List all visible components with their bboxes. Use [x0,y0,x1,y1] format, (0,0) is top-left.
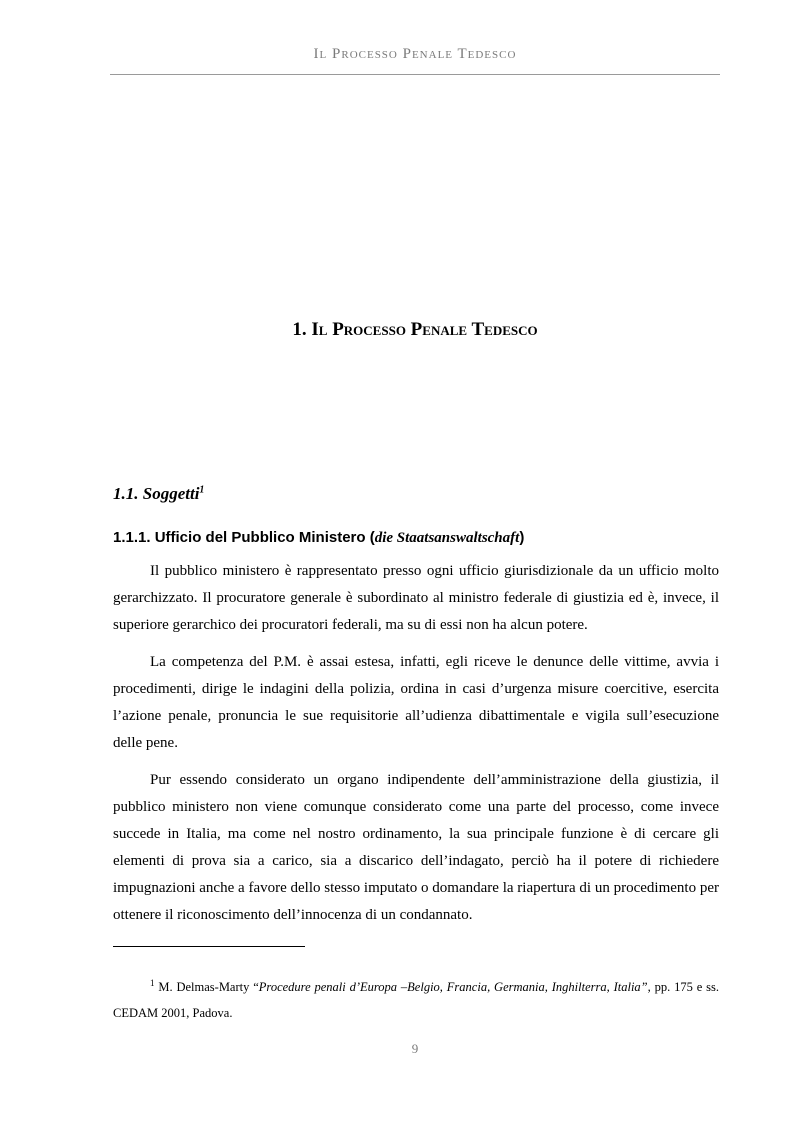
subsection-heading [113,527,524,549]
paragraph: La competenza del P.M. è assai estesa, infatti, egli riceve le denunce delle vittime, avvia i procedimenti, dirige le indagini della polizia, ordina in casi d’urgenza misure coercitive, esercita l’azione penale, pronuncia le sue requisitorie all’udienza dibattimentale e vigila sull’esecuzione delle pene. [113,654,719,751]
page-number: 9 [411,1041,419,1056]
running-header: Il Processo Penale Tedesco [313,46,517,62]
footnote-work-title: Procedure penali d’Europa –Belgio, Francia, Germania, Inghilterra, Italia”, [258,980,651,994]
section-title: 1.1. Soggetti [113,484,200,503]
footnote [113,974,719,1026]
footnote-number: 1 [150,977,155,988]
subsection-title: 1.1.1. Ufficio del Pubblico Ministero ( [113,529,375,546]
footnote-author: M. Delmas-Marty “ [154,980,259,994]
body-text [113,558,719,939]
german-term: die Staatsanswaltschaft [374,530,520,546]
subsection-closing: ) [519,529,525,546]
section-heading [113,482,204,506]
header-divider [110,74,720,75]
footnote-divider [113,946,305,947]
footnote-reference[interactable]: 1 [199,484,205,496]
chapter-title: 1. Il Processo Penale Tedesco [292,319,538,340]
footnote-details: pp. 175 e ss. CEDAM 2001, Padova. [113,980,719,1020]
paragraph: Il pubblico ministero è rappresentato presso ogni ufficio giurisdizionale da un ufficio molto gerarchizzato. Il procuratore generale è subordinato al ministro federale di giustizia ed è, invece, il superiore gerarchico dei procuratori federali, ma su di essi non ha alcun potere. [113,563,719,633]
paragraph: Pur essendo considerato un organo indipendente dell’amministrazione della giustizia, il pubblico ministero non viene comunque considerato come una parte del processo, come invece succede in Italia, ma come nel nostro ordinamento, la sua principale funzione è di cercare gli elementi di prova sia a carico, sia a discarico dell’indagato, perciò ha il potere di richiedere impugnazioni anche a favore dello stesso imputato o domandare la riapertura di un procedimento per ottenere il riconoscimento dell’innocenza di un condannato. [113,772,719,923]
